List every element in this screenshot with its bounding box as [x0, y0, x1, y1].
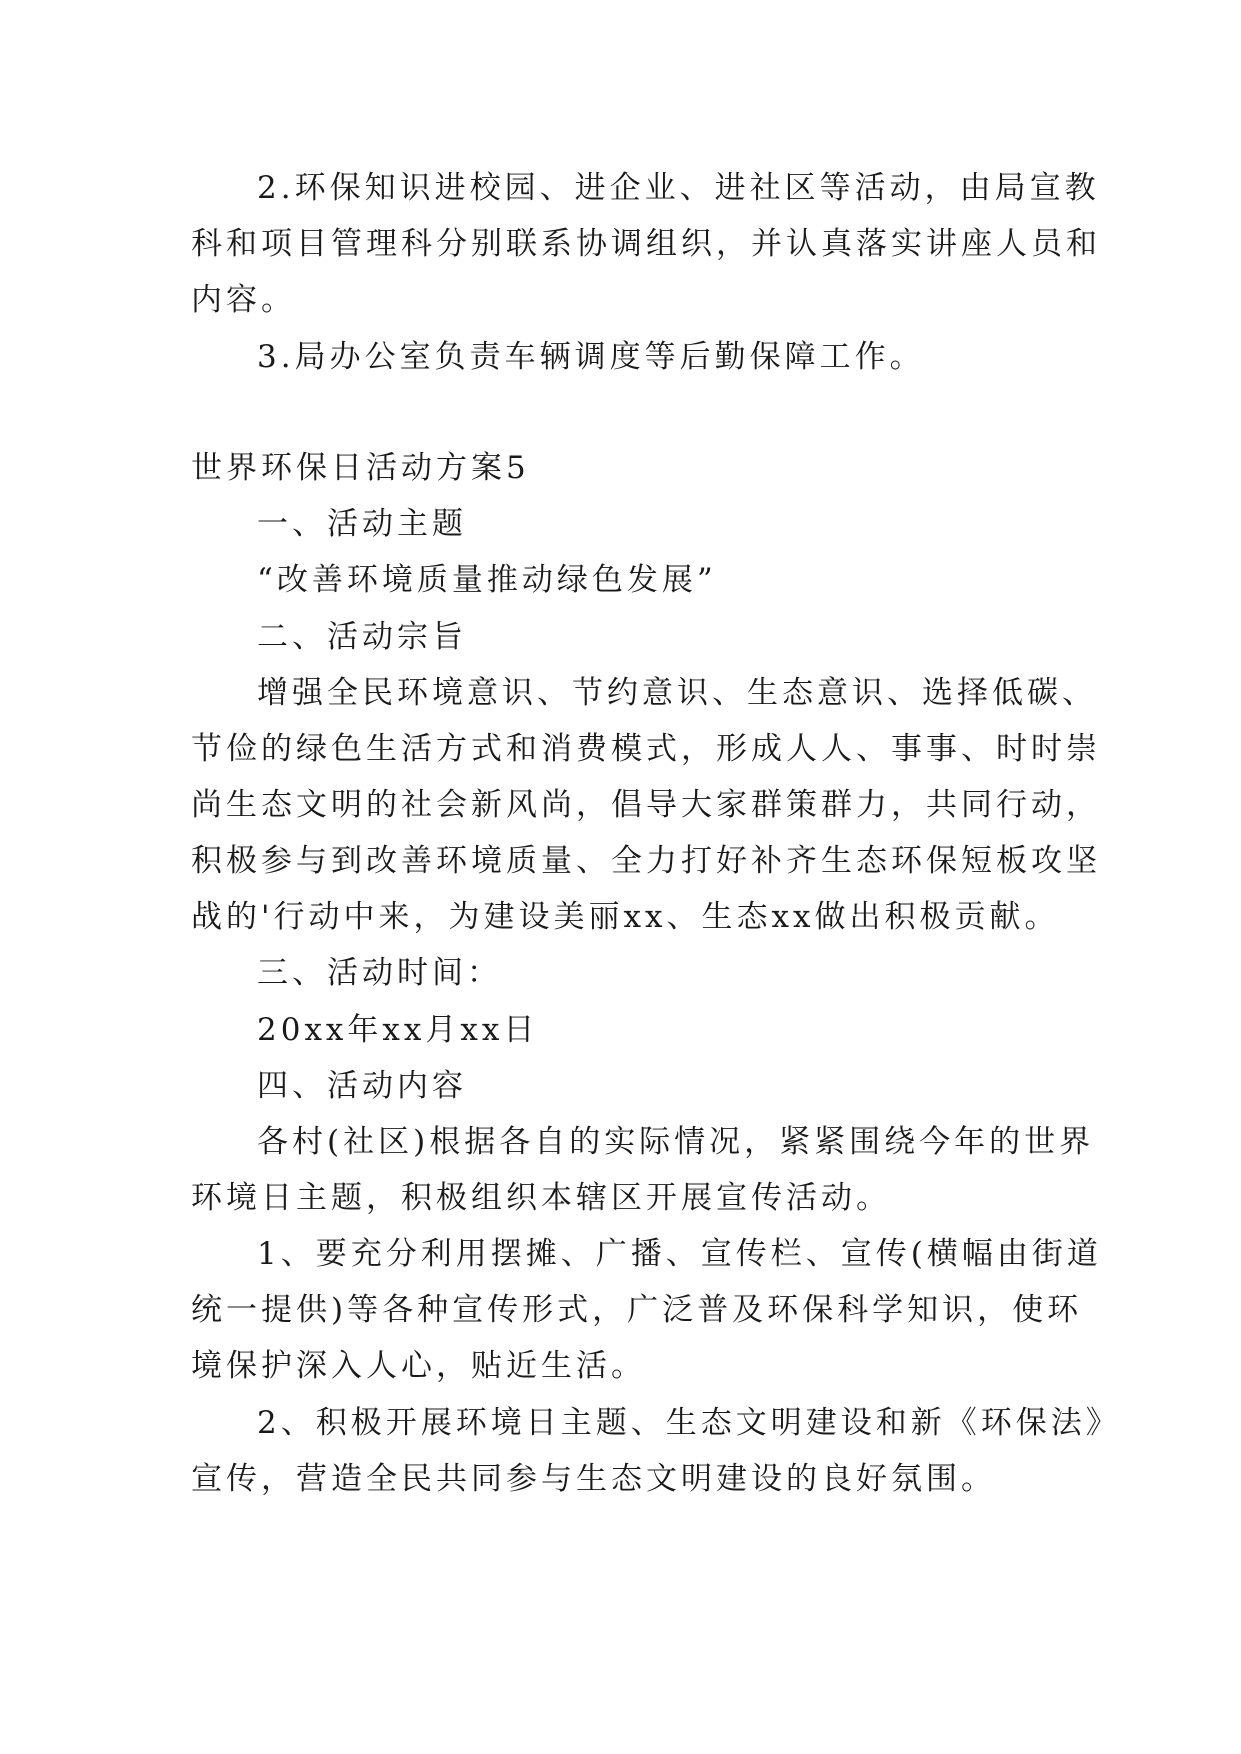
paragraph-line: 节俭的绿色生活方式和消费模式，形成人人、事事、时时崇: [191, 731, 1101, 767]
paragraph-line: 增强全民环境意识、节约意识、生态意识、选择低碳、: [257, 675, 1097, 711]
paragraph-line: 3.局办公室负责车辆调度等后勤保障工作。: [257, 339, 925, 375]
heading: 一、活动主题: [257, 506, 467, 542]
paragraph-line: 内容。: [191, 282, 296, 318]
paragraph-line: 各村(社区)根据各自的实际情况，紧紧围绕今年的世界: [257, 1124, 1095, 1160]
paragraph-line: 积极参与到改善环境质量、全力打好补齐生态环保短板攻坚: [191, 843, 1101, 879]
paragraph-line: 境保护深入人心，贴近生活。: [191, 1348, 646, 1384]
paragraph-line: 2.环保知识进校园、进企业、进社区等活动，由局宣教: [257, 170, 1100, 206]
paragraph-line: 2、积极开展环境日主题、生态文明建设和新《环保法》: [257, 1405, 1121, 1441]
section-title: 世界环保日活动方案5: [191, 450, 530, 486]
paragraph-line: 战的'行动中来，为建设美丽xx、生态xx做出积极贡献。: [191, 899, 1060, 935]
heading: 三、活动时间：: [257, 955, 502, 991]
paragraph-line: 尚生态文明的社会新风尚，倡导大家群策群力，共同行动，: [191, 787, 1101, 823]
paragraph-line: 1、要充分利用摆摊、广播、宣传栏、宣传(横幅由街道: [257, 1236, 1102, 1272]
paragraph-line: 统一提供)等各种宣传形式，广泛普及环保科学知识，使环: [191, 1292, 1083, 1328]
paragraph-line: 宣传，营造全民共同参与生态文明建设的良好氛围。: [191, 1461, 996, 1497]
activity-date: 20xx年xx月xx日: [257, 1012, 539, 1048]
heading: 二、活动宗旨: [257, 619, 467, 655]
heading: 四、活动内容: [257, 1068, 467, 1104]
paragraph-line: 科和项目管理科分别联系协调组织，并认真落实讲座人员和: [191, 226, 1101, 262]
theme-slogan: “改善环境质量推动绿色发展”: [257, 562, 717, 598]
paragraph-line: 环境日主题，积极组织本辖区开展宣传活动。: [191, 1180, 891, 1216]
